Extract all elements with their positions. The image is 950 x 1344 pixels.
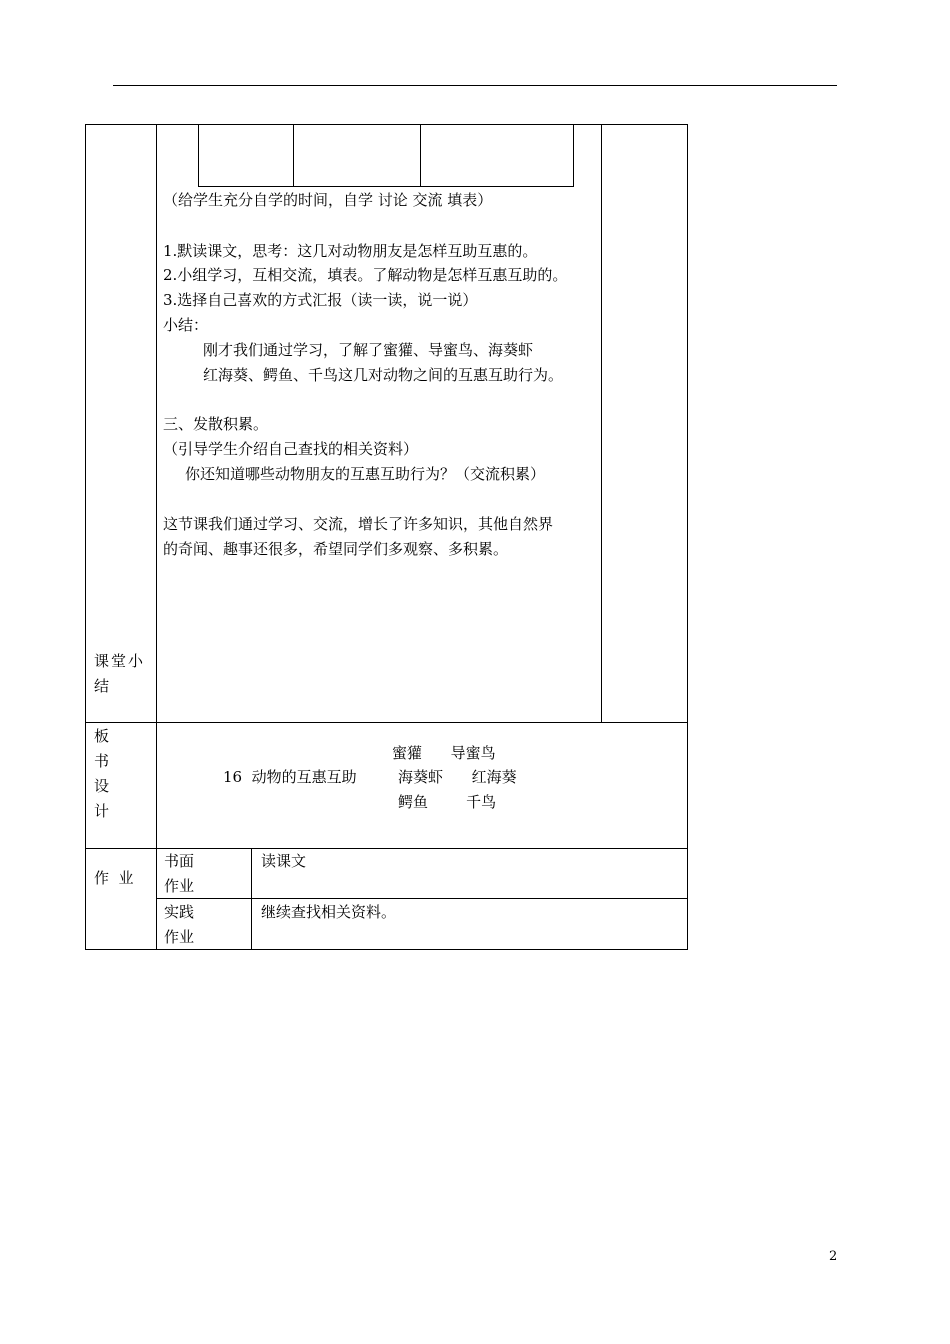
label-column-divider	[156, 124, 157, 950]
class-summary-label-line1: 课堂小	[94, 652, 146, 670]
homework-practice-type-2: 作业	[164, 928, 195, 946]
homework-type-divider	[251, 848, 252, 950]
board-label-char-2: 书	[94, 752, 110, 770]
board-label-char-1: 板	[94, 727, 110, 745]
section3-note: （引导学生介绍自己查找的相关资料）	[163, 440, 419, 458]
fill-in-table-divider-1	[293, 124, 294, 187]
section3-question: 你还知道哪些动物朋友的互惠互助行为？（交流积累）	[185, 465, 546, 483]
homework-label: 作 业	[94, 869, 134, 887]
fill-in-table	[198, 124, 574, 187]
homework-written-type-1: 书面	[164, 852, 195, 870]
board-title: 16 动物的互惠互助	[223, 768, 357, 786]
summary-label: 小结：	[163, 316, 209, 334]
self-study-note: （给学生充分自学的时间，自学 讨论 交流 填表）	[163, 191, 493, 209]
summary-line-2: 红海葵、鳄鱼、千鸟这几对动物之间的互惠互助行为。	[203, 366, 564, 384]
board-pair-3: 鳄鱼 千鸟	[398, 793, 497, 811]
step-3: 3.选择自己喜欢的方式汇报（读一读，说一说）	[163, 291, 478, 309]
board-label-char-3: 设	[94, 777, 110, 795]
board-pair-2: 海葵虾 红海葵	[398, 768, 517, 786]
closing-line-2: 的奇闻、趣事还很多，希望同学们多观察、多积累。	[163, 540, 509, 558]
closing-line-1: 这节课我们通过学习、交流，增长了许多知识，其他自然界	[163, 515, 554, 533]
row-divider-homework-inner	[156, 898, 688, 899]
board-pair-1: 蜜獾 导蜜鸟	[392, 744, 496, 762]
step-2: 2.小组学习，互相交流，填表。了解动物是怎样互惠互助的。	[163, 266, 568, 284]
class-summary-label-line2: 结	[94, 677, 110, 695]
summary-line-1: 刚才我们通过学习，了解了蜜獾、导蜜鸟、海葵虾	[203, 341, 534, 359]
row-divider-board	[85, 722, 688, 723]
row-divider-homework	[85, 848, 688, 849]
homework-practice-type-1: 实践	[164, 903, 195, 921]
homework-written-type-2: 作业	[164, 877, 195, 895]
homework-practice-content: 继续查找相关资料。	[261, 903, 397, 921]
notes-column-divider	[601, 124, 602, 723]
section3-title: 三、发散积累。	[163, 415, 269, 433]
header-rule	[113, 85, 837, 86]
page-number: 2	[829, 1249, 838, 1264]
step-1: 1.默读课文，思考：这几对动物朋友是怎样互助互惠的。	[163, 242, 538, 260]
fill-in-table-divider-2	[420, 124, 421, 187]
board-label-char-4: 计	[94, 802, 110, 820]
homework-written-content: 读课文	[261, 852, 307, 870]
